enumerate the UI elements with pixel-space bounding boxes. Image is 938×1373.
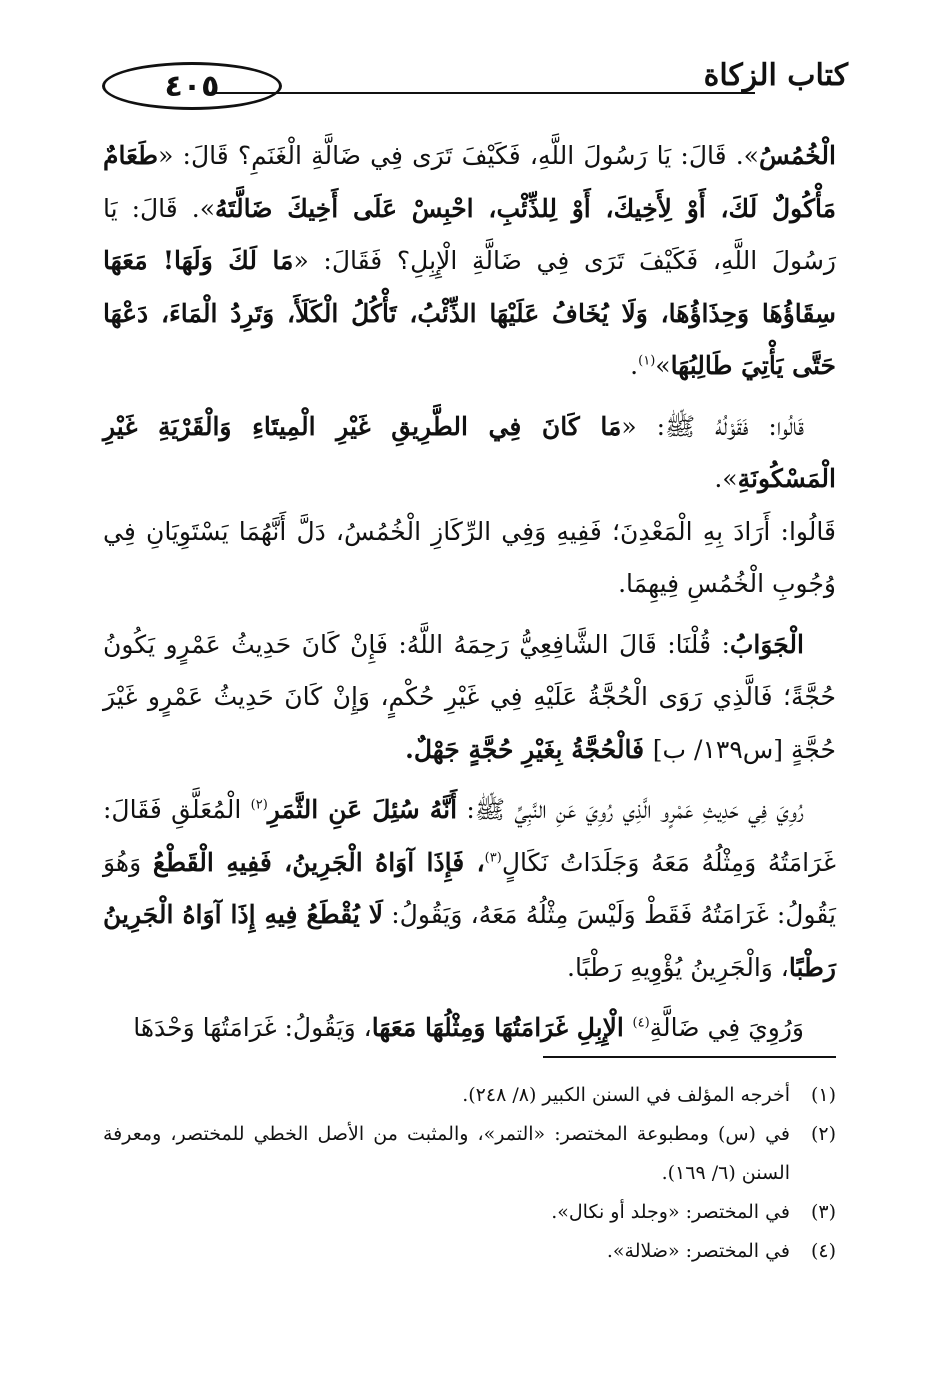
footnote-text: في المختصر: «وجلد أو نكال». xyxy=(551,1201,790,1223)
footnote-ref: (١) xyxy=(638,353,656,369)
narration-text: : قُلْنَا: قَالَ الشَّافِعِيُّ رَحِمَهُ اللَّهُ: فَإِنْ كَانَ حَدِيثُ عَمْرٍو يَكُونُ حُجَّةً؛ فَالَّذِي رَوَى الْحُجَّةُ عَلَيْهِ فِي غَيْرِ حُكْمٍ، وَإِنْ كَانَ حَدِيثُ عَمْرٍو غَيْرَ حُجَّةٍ xyxy=(103,629,836,764)
narration-text: ». xyxy=(714,464,738,493)
paragraph-4 xyxy=(103,619,836,777)
paragraph-1 xyxy=(103,130,836,393)
footnote-text: أخرجه المؤلف في السنن الكبير (٨/ ٢٤٨). xyxy=(462,1084,790,1106)
paragraph-2 xyxy=(103,401,836,506)
book-title: كتاب الزكاة xyxy=(703,58,848,93)
footnote-number: (١) xyxy=(810,1084,836,1106)
narration-text: وَرُوِيَ فِي ضَالَّةِ xyxy=(649,1013,804,1042)
narration-text: ». قَالَ: يَا رَسُولَ اللَّهِ، فَكَيْفَ تَرَى فِي ضَالَّةِ الْغَنَمِ؟ قَالَ: « xyxy=(158,141,759,170)
footnote-item xyxy=(103,1076,836,1115)
main-text xyxy=(103,130,836,1055)
narration-text: ، وَيَقُولُ: غَرَامَتُهَا وَحْدَهَا xyxy=(133,1013,372,1042)
footnote-item xyxy=(103,1115,836,1193)
hadith-quote: لَا يُقْطَعُ فِيهِ إِذَا آوَاهُ الْجَرِينُ رَطْبًا xyxy=(103,900,836,982)
page-number-oval xyxy=(102,62,282,110)
header-rule xyxy=(205,92,755,94)
footnote-number: (٤) xyxy=(810,1240,836,1262)
footnote-item xyxy=(103,1193,836,1232)
narration-text: » xyxy=(655,351,671,380)
footnote-ref: (٢) xyxy=(250,797,268,813)
page-number: ٤٠٥ xyxy=(164,68,220,104)
footnote-separator xyxy=(543,1056,836,1058)
emphasized-text: فَالْحُجَّةُ بِغَيْرِ حُجَّةٍ جَهْلٌ. xyxy=(405,734,653,764)
narration-text: ، وَالْجَرِينُ يُؤْوِيهِ رَطْبًا. xyxy=(567,952,789,982)
narration-text: وَهُوَ يَقُولُ: غَرَامَتُهُ فَقَطْ وَلَيْسَ مِثْلُهُ مَعَهُ، وَيَقُولُ: xyxy=(103,847,836,929)
paragraph-5 xyxy=(103,784,836,994)
hadith-quote: الْإِبِلِ غَرَامَتُهَا وَمِثْلُهَا مَعَهَا xyxy=(371,1013,633,1042)
paragraph-3 xyxy=(103,506,836,611)
page-header xyxy=(90,58,850,122)
manuscript-marker: [س١٣٩/ ب] xyxy=(652,734,784,764)
narration-text: قَالُوا: أَرَادَ بِهِ الْمَعْدِنَ؛ فَفِيهِ وَفِي الرِّكَازِ الْخُمُسُ، دَلَّ أَنَّهُمَا يَسْتَوِيَانِ فِي وُجُوبِ الْخُمُسِ فِيهِمَا. xyxy=(103,516,836,598)
answer-heading: الْجَوَابُ xyxy=(729,629,804,659)
footnotes xyxy=(103,1076,836,1271)
footnote-number: (٢) xyxy=(810,1123,836,1145)
footnote-number: (٣) xyxy=(810,1201,836,1223)
narration-text: قَالُوا: فَقَوْلُهُ ﷺ: « xyxy=(621,411,804,441)
narration-text: . xyxy=(630,351,639,380)
footnote-ref: (٤) xyxy=(632,1015,650,1031)
narration-text: ». قَالَ: يَا رَسُولَ اللَّهِ، فَكَيْفَ تَرَى فِي ضَالَّةِ الْإِبِلِ؟ فَقَالَ: « xyxy=(103,193,836,275)
hadith-quote: طَعَامٌ مَأْكُولٌ لَكَ، أَوْ لِأَخِيكَ، أَوْ لِلذِّئْبِ، احْبِسْ عَلَى أَخِيكَ ضَالَّتَهُ xyxy=(103,141,836,223)
hadith-quote: مَا كَانَ فِي الطَّرِيقِ غَيْرِ الْمِيتَاءِ وَالْقَرْيَةِ غَيْرِ الْمَسْكُونَةِ xyxy=(103,411,836,493)
footnote-text: في المختصر: «ضلالة». xyxy=(606,1240,790,1262)
footnote-item xyxy=(103,1232,836,1271)
narration-text: رُوِيَ فِي حَدِيثِ عَمْرٍو الَّذِي رُوِيَ عَنِ النَّبِيِّ ﷺ: xyxy=(457,795,804,824)
footnote-ref: (٣) xyxy=(484,850,502,866)
narration-text: الْمُعَلَّقِ فَقَالَ: غَرَامَتُهُ وَمِثْلُهُ مَعَهُ وَجَلَدَاتُ نَكَالٍ xyxy=(103,795,836,877)
hadith-quote: مَا لَكَ وَلَهَا! مَعَهَا سِقَاؤُهَا وَحِذَاؤُهَا، وَلَا يُخَافُ عَلَيْهَا الذِّئْبُ، تَأْكُلُ الْكَلَأَ، وَتَرِدُ الْمَاءَ، دَعْهَا حَتَّى يَأْتِيَ طَالِبُهَا xyxy=(103,246,836,380)
hadith-quote: الْخُمُسُ xyxy=(758,141,836,170)
hadith-quote: أَنَّهُ سُئِلَ عَنِ الثَّمَرِ xyxy=(267,795,458,824)
footnote-text: في (س) ومطبوعة المختصر: «التمر»، والمثبت من الأصل الخطي للمختصر، ومعرفة السنن (٦/ ١٦٩). xyxy=(103,1123,790,1184)
hadith-quote: ، فَإِذَا آوَاهُ الْجَرِينُ، فَفِيهِ الْقَطْعُ xyxy=(152,847,485,877)
paragraph-6 xyxy=(103,1002,836,1055)
